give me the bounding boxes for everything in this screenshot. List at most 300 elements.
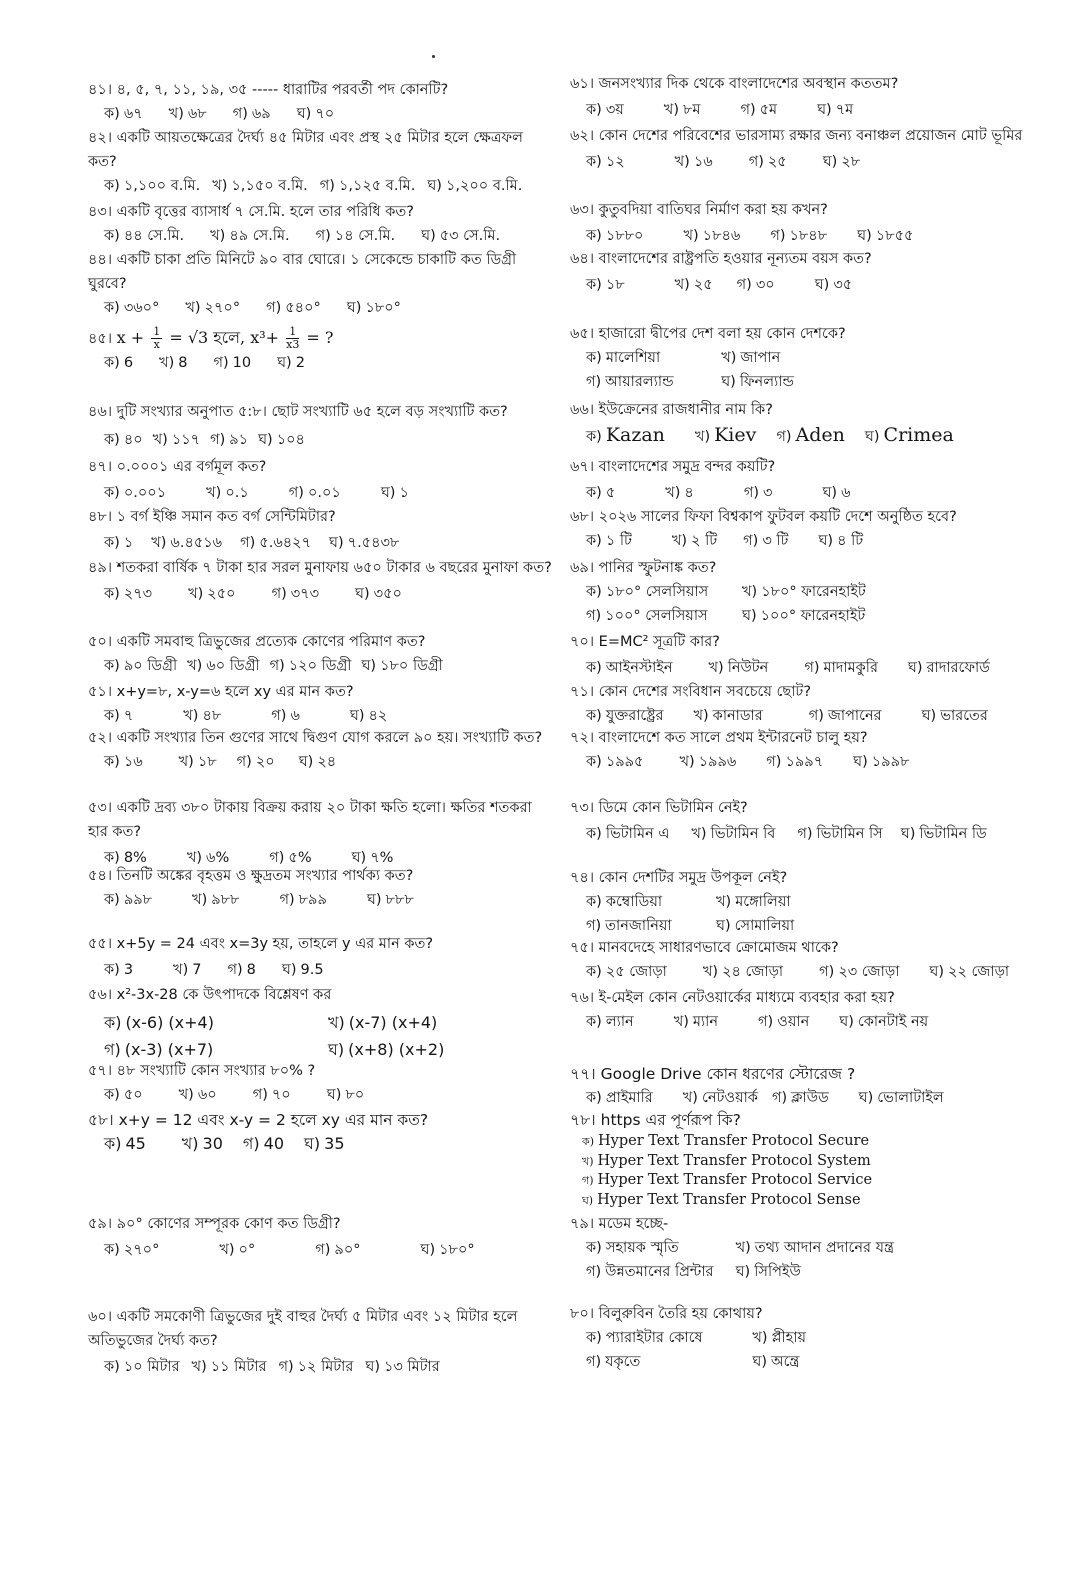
option-ga: গ) Hyper Text Transfer Protocol Service bbox=[582, 1172, 873, 1188]
question-number: ৫৯। bbox=[88, 1216, 113, 1232]
option-gha: ঘ) সোমালিয়া bbox=[716, 918, 795, 934]
question-number: ৫৪। bbox=[88, 868, 113, 884]
options bbox=[570, 656, 1048, 680]
question-46 bbox=[88, 400, 554, 452]
option-kha: খ) ৯৮৮ bbox=[192, 892, 240, 908]
option-kha: খ) জাপান bbox=[721, 350, 781, 366]
option-ka: ক) ৯০ ডিগ্রী bbox=[104, 658, 178, 674]
option-ka: ক) কম্বোডিয়া bbox=[586, 894, 663, 910]
question-number: ৫৮। bbox=[88, 1111, 114, 1129]
option-gha: ঘ) ১ bbox=[380, 485, 409, 501]
question-text: জনসংখ্যার দিক থেকে বাংলাদেশের অবস্থান কততম? bbox=[598, 76, 899, 92]
option-gha: ঘ) ভারতের bbox=[921, 708, 988, 724]
question-65 bbox=[570, 322, 1048, 394]
question-number: ৪৩। bbox=[88, 204, 113, 220]
question-number: ৬৪। bbox=[570, 251, 595, 267]
question-number: ৭৯। bbox=[570, 1216, 595, 1232]
options bbox=[88, 174, 554, 198]
option-kha: খ) ১৮ bbox=[178, 754, 217, 770]
question-64 bbox=[570, 247, 1048, 297]
option-kha: খ) নিউটন bbox=[708, 660, 769, 676]
options bbox=[88, 428, 554, 452]
options bbox=[570, 822, 1048, 846]
question-55 bbox=[88, 932, 554, 982]
question-number: ৬৭। bbox=[570, 459, 595, 475]
question-text: দুটি সংখ্যার অনুপাত ৫:৮। ছোট সংখ্যাটি ৬৫ হলে বড় সংখ্যাটি কত? bbox=[116, 404, 508, 420]
question-text: পানির স্ফুটনাঙ্ক কত? bbox=[598, 560, 717, 576]
option-ga: গ) ১২ মিটার bbox=[278, 1359, 354, 1375]
question-73 bbox=[570, 796, 1048, 846]
option-gha: ঘ) ৮০ bbox=[326, 1087, 365, 1103]
question-text: ১ বর্গ ইঞ্চি সমান কত বর্গ সেন্টিমিটার? bbox=[116, 509, 336, 525]
question-48 bbox=[88, 505, 554, 555]
option-gha: ঘ) ফিনল্যান্ড bbox=[721, 374, 795, 390]
question-59 bbox=[88, 1212, 554, 1262]
options bbox=[570, 1132, 1048, 1210]
question-50 bbox=[88, 630, 554, 678]
options bbox=[88, 750, 554, 774]
question-44 bbox=[88, 248, 554, 320]
option-kha: খ) 30 bbox=[181, 1134, 223, 1153]
option-ga: গ) ১৯৯৭ bbox=[766, 754, 824, 770]
option-gha: ঘ) ৩৫ bbox=[814, 277, 853, 293]
question-text: বাংলাদেশে কত সালে প্রথম ইন্টারনেট চালু হয়? bbox=[598, 730, 868, 746]
option-ka: ক) সহায়ক স্মৃতি bbox=[586, 1240, 679, 1256]
option-ga: গ) ৯১ bbox=[210, 432, 249, 448]
question-text: শতকরা বার্ষিক ৭ টাকা হার সরল মুনাফায় ৬৫০ টাকার ৬ বছরের মুনাফা কত? bbox=[116, 560, 552, 576]
question-57 bbox=[88, 1059, 554, 1107]
question-text: বাংলাদেশের রাষ্ট্রপতি হওয়ার নূন্যতম বয়স কত? bbox=[598, 251, 872, 267]
question-text: x²-3x-28 কে উৎপাদকে বিশ্লেষণ কর bbox=[116, 987, 332, 1003]
option-ga: গ) ক্লাউড bbox=[771, 1090, 829, 1106]
option-ka: ক) ১০ মিটার bbox=[104, 1359, 180, 1375]
options bbox=[570, 580, 886, 628]
option-ka: ক) 45 bbox=[104, 1134, 146, 1153]
option-ka: ক) ৫০ bbox=[104, 1087, 143, 1103]
option-kha: খ) ১,১৫০ ব.মি. bbox=[212, 178, 308, 194]
question-number: ৫৫। bbox=[88, 936, 113, 952]
options bbox=[570, 1086, 1048, 1110]
option-ga: গ) ৮৯৯ bbox=[279, 892, 327, 908]
question-41 bbox=[88, 78, 554, 126]
question-text: বাংলাদেশের সমুদ্র বন্দর কয়টি? bbox=[598, 459, 776, 475]
question-number: ৪৭। bbox=[88, 459, 113, 475]
question-58 bbox=[88, 1108, 554, 1156]
option-gha: ঘ) ৮৮৮ bbox=[366, 892, 414, 908]
question-text: ইউক্রেনের রাজধানীর নাম কি? bbox=[598, 402, 773, 418]
option-ga: গ) ৭০ bbox=[252, 1087, 291, 1103]
question-number: ৪৫। bbox=[88, 331, 113, 347]
option-ga: গ) ৫.৬৪২৭ bbox=[240, 535, 312, 551]
question-66 bbox=[570, 398, 1048, 450]
option-ka: ক) ২৭৩ bbox=[104, 586, 153, 602]
option-kha: খ) ১১৭ bbox=[152, 432, 201, 448]
options bbox=[570, 1236, 926, 1284]
option-gha: ঘ) (x+8) (x+2) bbox=[328, 1040, 445, 1059]
option-ka: ক) ১৮ bbox=[586, 277, 625, 293]
options bbox=[570, 960, 1048, 984]
option-ka: ক) প্রাইমারি bbox=[586, 1090, 653, 1106]
question-text: একটি বৃত্তের ব্যাসার্ধ ৭ সে.মি. হলে তার পরিধি কত? bbox=[116, 204, 414, 220]
question-number: ৬৯। bbox=[570, 560, 595, 576]
option-gha: ঘ) ৭০ bbox=[296, 106, 335, 122]
option-ka: ক) ৯৯৮ bbox=[104, 892, 153, 908]
question-text: E=MC² সূত্রটি কার? bbox=[598, 634, 720, 650]
option-kha: খ) ১৮০° ফারেনহাইট bbox=[742, 584, 866, 600]
option-ka: ক) যুক্তরাষ্ট্রের bbox=[586, 708, 664, 724]
question-number: ৫৬। bbox=[88, 987, 113, 1003]
question-52 bbox=[88, 726, 554, 774]
question-number: ৫৩। bbox=[88, 800, 113, 816]
question-number: ৬৫। bbox=[570, 326, 595, 342]
option-ga: গ) যকৃতে bbox=[586, 1354, 641, 1370]
options bbox=[570, 704, 1048, 728]
option-ka: ক) 8% bbox=[104, 850, 147, 866]
option-gha: ঘ) ভিটামিন ডি bbox=[900, 826, 987, 842]
question-number: ৬০। bbox=[88, 1309, 113, 1325]
option-gha: ঘ) কোনটাই নয় bbox=[839, 1014, 929, 1030]
options bbox=[88, 481, 554, 505]
options bbox=[88, 1238, 554, 1262]
option-ga: গ) জাপানের bbox=[808, 708, 882, 724]
option-gha: ঘ) ১০৪ bbox=[258, 432, 305, 448]
question-number: ৬১। bbox=[570, 76, 595, 92]
option-kha: খ) ২৭০° bbox=[185, 300, 241, 316]
options bbox=[88, 102, 554, 126]
option-kha: খ) ৬% bbox=[186, 850, 230, 866]
option-kha: খ) কানাডার bbox=[693, 708, 763, 724]
option-ga: গ) আয়ারল্যান্ড bbox=[586, 374, 674, 390]
option-kha: খ) ১৬ bbox=[674, 154, 713, 170]
option-gha: ঘ) ১৩ মিটার bbox=[365, 1359, 440, 1375]
option-gha: ঘ) 2 bbox=[277, 355, 305, 371]
option-ka: ক) ১ bbox=[104, 535, 134, 551]
option-ga: গ) ০.০১ bbox=[288, 485, 341, 501]
option-gha: ঘ) ৪২ bbox=[349, 708, 388, 724]
question-56 bbox=[88, 983, 554, 1063]
option-ka: ক) Kazan bbox=[586, 424, 665, 446]
options bbox=[570, 346, 846, 394]
option-ka: ক) ১৯৯৫ bbox=[586, 754, 644, 770]
option-ga: গ) ১৮৪৮ bbox=[770, 228, 828, 244]
fraction: $\frac{1}{x}$ bbox=[153, 325, 161, 351]
option-ga: গ) ৩০ bbox=[736, 277, 775, 293]
option-gha: ঘ) ৩৫০ bbox=[355, 586, 402, 602]
question-number: ৫৭। bbox=[88, 1063, 113, 1079]
option-gha: ঘ) Hyper Text Transfer Protocol Sense bbox=[582, 1191, 861, 1208]
option-ga: গ) ১৪ সে.মি. bbox=[315, 228, 396, 244]
option-kha: খ) Kiev bbox=[694, 424, 757, 446]
question-text: https এর পূর্ণরূপ কি? bbox=[600, 1111, 741, 1129]
option-kha: খ) ১৮৪৬ bbox=[683, 228, 741, 244]
options bbox=[88, 1083, 554, 1107]
option-ka: ক) ১,১০০ ব.মি. bbox=[104, 178, 201, 194]
question-number: ৭৪। bbox=[570, 870, 595, 886]
option-gha: ঘ) ৫৩ সে.মি. bbox=[421, 228, 501, 244]
question-text: একটি সমবাহু ত্রিভুজের প্রত্যেক কোণের পরিমাণ কত? bbox=[116, 634, 426, 650]
options bbox=[570, 890, 836, 938]
option-kha: খ) ৬০ ডিগ্রী bbox=[187, 658, 260, 674]
option-ka: ক) ল্যান bbox=[586, 1014, 634, 1030]
question-79 bbox=[570, 1212, 1048, 1284]
question-80 bbox=[570, 1302, 1048, 1374]
question-72 bbox=[570, 726, 1048, 774]
option-kha: খ) ৬০ bbox=[178, 1087, 217, 1103]
option-kha: খ) (x-7) (x+4) bbox=[328, 1013, 438, 1032]
option-ga: গ) মাদামকুরি bbox=[804, 660, 878, 676]
option-kha: খ) ২৫ bbox=[674, 277, 713, 293]
question-text: ৯০° কোণের সম্পূরক কোণ কত ডিগ্রী? bbox=[116, 1216, 341, 1232]
question-text: ৪, ৫, ৭, ১১, ১৯, ৩৫ ----- ধারাটির পরবর্তী পদ কোনটি? bbox=[116, 82, 449, 98]
option-gha: ঘ) ৭ম bbox=[817, 102, 854, 118]
question-49 bbox=[88, 556, 554, 606]
question-text: x+5y = 24 এবং x=3y হয়, তাহলে y এর মান কত? bbox=[116, 936, 434, 952]
options bbox=[570, 481, 1048, 505]
question-text: ডিমে কোন ভিটামিন নেই? bbox=[598, 800, 748, 816]
options bbox=[570, 98, 1048, 122]
option-ga: গ) ৫% bbox=[269, 850, 312, 866]
options bbox=[88, 531, 554, 555]
option-ga: গ) ৩ bbox=[743, 485, 773, 501]
option-ga: গ) ২০ bbox=[236, 754, 275, 770]
option-ka: ক) মালেশিয়া bbox=[586, 350, 661, 366]
question-text: বিলুরুবিন তৈরি হয় কোথায়? bbox=[598, 1306, 763, 1322]
options bbox=[570, 1326, 906, 1374]
option-kha: খ) মঙ্গোলিয়া bbox=[716, 894, 791, 910]
option-ka: ক) ১৮৮০ bbox=[586, 228, 644, 244]
question-text: একটি সমকোণী ত্রিভুজের দুই বাহুর দৈর্ঘ্য ৫ মিটার এবং ১২ মিটার হলে অতিভুজের দৈর্ঘ্য কত? bbox=[88, 1309, 518, 1349]
equation: x + $\frac{1}{x}$ = √3 হলে, x³+ $\frac{1}{x3}$ = ? bbox=[116, 325, 334, 351]
option-gha: ঘ) 35 bbox=[304, 1134, 345, 1153]
option-ga: গ) ২৩ জোড়া bbox=[819, 964, 900, 980]
option-gha: ঘ) ভোলাটাইল bbox=[858, 1090, 944, 1106]
option-gha: ঘ) সিপিইউ bbox=[735, 1264, 801, 1280]
question-text: কোন দেশের সংবিধান সবচেয়ে ছোট? bbox=[598, 684, 812, 700]
question-number: ৭১। bbox=[570, 684, 595, 700]
option-gha: ঘ) ১,২০০ ব.মি. bbox=[427, 178, 523, 194]
option-gha: ঘ) ১৮০ ডিগ্রী bbox=[361, 658, 443, 674]
option-gha: ঘ) ১৮০° bbox=[420, 1242, 475, 1258]
option-kha: খ) প্লীহায় bbox=[752, 1330, 806, 1346]
question-54 bbox=[88, 864, 554, 912]
options bbox=[88, 224, 554, 248]
option-ka: ক) ১ টি bbox=[586, 533, 632, 549]
question-text: Google Drive কোন ধরণের স্টোরেজ ? bbox=[600, 1065, 856, 1083]
option-ga: গ) ৫৪০° bbox=[266, 300, 321, 316]
question-number: ৭৫। bbox=[570, 940, 595, 956]
option-gha: ঘ) অন্ত্রে bbox=[752, 1354, 800, 1370]
question-51 bbox=[88, 680, 554, 728]
question-61 bbox=[570, 72, 1048, 122]
option-ga: গ) 40 bbox=[242, 1134, 284, 1153]
question-text: কুতুবদিয়া বাতিঘর নির্মাণ করা হয় কখন? bbox=[598, 202, 828, 218]
question-number: ৭৬। bbox=[570, 990, 595, 1006]
option-kha: খ) ৬৮ bbox=[168, 106, 207, 122]
options bbox=[88, 704, 554, 728]
option-kha: খ) ২৪ জোড়া bbox=[702, 964, 784, 980]
options bbox=[570, 422, 1048, 450]
option-gha: ঘ) ১৮৫৫ bbox=[857, 228, 914, 244]
option-ga: গ) তানজানিয়া bbox=[586, 918, 672, 934]
option-ga: গ) ১২০ ডিগ্রী bbox=[269, 658, 352, 674]
question-text: হাজারো দ্বীপের দেশ বলা হয় কোন দেশকে? bbox=[598, 326, 846, 342]
question-number: ৫০। bbox=[88, 634, 113, 650]
option-kha: খ) ৪৯ সে.মি. bbox=[210, 228, 290, 244]
question-text: মানবদেহে সাধারণভাবে ক্রোমোজম থাকে? bbox=[598, 940, 839, 956]
option-gha: ঘ) ১৯৯৮ bbox=[853, 754, 910, 770]
option-ka: ক) ৩য় bbox=[586, 102, 624, 118]
question-45 bbox=[88, 326, 554, 375]
option-kha: খ) ২ টি bbox=[671, 533, 718, 549]
option-ka: ক) 6 bbox=[104, 355, 134, 371]
options bbox=[570, 273, 1048, 297]
question-47 bbox=[88, 455, 554, 505]
question-text: একটি আয়তক্ষেত্রের দৈর্ঘ্য ৪৫ মিটার এবং প্রস্থ ২৫ মিটার হলে ক্ষেত্রফল কত? bbox=[88, 130, 523, 170]
question-74 bbox=[570, 866, 1048, 938]
option-ga: গ) 8 bbox=[227, 962, 256, 978]
option-gha: ঘ) রাদারফোর্ড bbox=[907, 660, 990, 676]
option-kha: খ) ৮ম bbox=[663, 102, 701, 118]
question-text: ২০২৬ সালের ফিফা বিশ্বকাপ ফুটবল কয়টি দেশে অনুষ্ঠিত হবে? bbox=[598, 509, 957, 525]
question-text: তিনটি অঙ্কের বৃহত্তম ও ক্ষুদ্রতম সংখ্যার পার্থক্য কত? bbox=[116, 868, 414, 884]
scan-speck bbox=[432, 55, 435, 58]
option-ka: ক) ৪০ bbox=[104, 432, 143, 448]
option-ga: গ) ৫ম bbox=[740, 102, 778, 118]
question-70 bbox=[570, 630, 1048, 680]
options bbox=[88, 1355, 554, 1379]
question-62 bbox=[570, 124, 1048, 174]
question-number: ৬৮। bbox=[570, 509, 595, 525]
question-77 bbox=[570, 1062, 1048, 1110]
question-63 bbox=[570, 198, 1048, 248]
option-kha: খ) 7 bbox=[173, 962, 202, 978]
option-ka: ক) ৬৭ bbox=[104, 106, 143, 122]
question-number: ৭৮। bbox=[570, 1111, 596, 1129]
question-number: ৪৯। bbox=[88, 560, 113, 576]
option-gha: ঘ) 9.5 bbox=[281, 962, 324, 978]
option-kha: খ) 8 bbox=[159, 355, 188, 371]
option-kha: খ) ১৯৯৬ bbox=[679, 754, 737, 770]
option-ga: গ) ৩৭৩ bbox=[271, 586, 320, 602]
option-gha: ঘ) ৭% bbox=[351, 850, 394, 866]
option-kha: খ) ০° bbox=[219, 1242, 256, 1258]
option-kha: খ) তথ্য আদান প্রদানের যন্ত্র bbox=[735, 1240, 894, 1256]
question-number: ৭২। bbox=[570, 730, 595, 746]
question-78 bbox=[570, 1108, 1048, 1210]
options bbox=[88, 1009, 554, 1063]
options bbox=[88, 888, 554, 912]
question-42 bbox=[88, 126, 554, 198]
question-number: ৫১। bbox=[88, 684, 113, 700]
question-69 bbox=[570, 556, 1048, 628]
option-ka: ক) ০.০০১ bbox=[104, 485, 167, 501]
option-kha: খ) ম্যান bbox=[673, 1014, 718, 1030]
option-ka: ক) ৪৪ সে.মি. bbox=[104, 228, 185, 244]
option-ga: গ) ৩ টি bbox=[743, 533, 789, 549]
option-ka: ক) ২৭০° bbox=[104, 1242, 160, 1258]
option-ga: গ) ১০০° সেলসিয়াস bbox=[586, 608, 708, 624]
option-gha: ঘ) ৬ bbox=[822, 485, 851, 501]
option-kha: খ) ৪ bbox=[665, 485, 694, 501]
question-53 bbox=[88, 796, 554, 870]
question-number: ৭৭। bbox=[570, 1065, 596, 1083]
option-ka: ক) আইনস্টাইন bbox=[586, 660, 673, 676]
option-gha: ঘ) ২২ জোড়া bbox=[929, 964, 1010, 980]
option-ka: ক) ১২ bbox=[586, 154, 625, 170]
options bbox=[570, 1010, 1048, 1034]
fraction: $\frac{1}{x3}$ bbox=[286, 325, 300, 351]
option-kha: খ) নেটওয়ার্ক bbox=[682, 1090, 758, 1106]
options bbox=[88, 654, 554, 678]
question-number: ৬৬। bbox=[570, 402, 595, 418]
question-number: ৪২। bbox=[88, 130, 113, 146]
question-number: ৭৩। bbox=[570, 800, 595, 816]
option-ga: গ) ৬ bbox=[271, 708, 300, 724]
option-ga: গ) ওয়ান bbox=[758, 1014, 810, 1030]
question-text: মডেম হচ্ছে- bbox=[598, 1216, 669, 1232]
question-text: x+y=৮, x-y=৬ হলে xy এর মান কত? bbox=[116, 684, 354, 700]
option-ga: গ) ১,১২৫ ব.মি. bbox=[319, 178, 416, 194]
options bbox=[570, 224, 1048, 248]
option-ka: ক) (x-6) (x+4) bbox=[104, 1013, 214, 1032]
option-ka: ক) ২৫ জোড়া bbox=[586, 964, 667, 980]
options bbox=[88, 296, 554, 320]
question-number: ৪৬। bbox=[88, 404, 113, 420]
question-71 bbox=[570, 680, 1048, 728]
option-kha: খ) ৪৮ bbox=[183, 708, 222, 724]
question-68 bbox=[570, 505, 1048, 553]
option-ka: ক) ভিটামিন এ bbox=[586, 826, 670, 842]
option-ga: গ) (x-3) (x+7) bbox=[104, 1040, 214, 1059]
option-ka: ক) 3 bbox=[104, 962, 134, 978]
options bbox=[88, 958, 554, 982]
options bbox=[88, 582, 554, 606]
option-gha: ঘ) ২৮ bbox=[822, 154, 861, 170]
question-60 bbox=[88, 1305, 554, 1379]
question-number: ৪১। bbox=[88, 82, 113, 98]
option-ka: ক) ৫ bbox=[586, 485, 616, 501]
option-kha: খ) ০.১ bbox=[206, 485, 249, 501]
options bbox=[570, 750, 1048, 774]
option-kha: খ) Hyper Text Transfer Protocol System bbox=[582, 1152, 871, 1169]
option-ka: ক) ৩৬০° bbox=[104, 300, 160, 316]
question-number: ৪৪। bbox=[88, 252, 113, 268]
option-ka: ক) ১৮০° সেলসিয়াস bbox=[586, 584, 709, 600]
question-75 bbox=[570, 936, 1048, 984]
option-kha: খ) ১১ মিটার bbox=[191, 1359, 267, 1375]
option-ka: ক) Hyper Text Transfer Protocol Secure bbox=[582, 1133, 870, 1149]
option-gha: ঘ) ১৮০° bbox=[346, 300, 401, 316]
option-kha: খ) ২৫০ bbox=[188, 586, 236, 602]
question-number: ৮০। bbox=[570, 1306, 595, 1322]
option-ga: গ) ৬৯ bbox=[232, 106, 271, 122]
option-ka: ক) প্যারাইটার কোষে bbox=[586, 1330, 703, 1346]
option-gha: ঘ) ৪ টি bbox=[818, 533, 864, 549]
question-text: ০.০০০১ এর বর্গমূল কত? bbox=[116, 459, 267, 475]
option-ga: গ) ভিটামিন সি bbox=[797, 826, 883, 842]
option-gha: ঘ) ২৪ bbox=[298, 754, 337, 770]
question-number: ৬২। bbox=[570, 128, 595, 144]
option-ga: গ) ২৫ bbox=[748, 154, 787, 170]
question-text: একটি চাকা প্রতি মিনিটে ৯০ বার ঘোরে। ১ সেকেন্ডে চাকাটি কত ডিগ্রী ঘুরবে? bbox=[88, 252, 517, 292]
option-ka: ক) ১৬ bbox=[104, 754, 143, 770]
question-text: একটি সংখ্যার তিন গুণের সাথে দ্বিগুণ যোগ করলে ৯০ হয়। সংখ্যাটি কত? bbox=[116, 730, 543, 746]
option-gha: ঘ) ৭.৫৪৩৮ bbox=[329, 535, 400, 551]
options bbox=[570, 150, 1048, 174]
option-ga: গ) ৯০° bbox=[315, 1242, 361, 1258]
option-gha: ঘ) Crimea bbox=[864, 424, 954, 446]
option-ga: গ) উন্নতমানের প্রিন্টার bbox=[586, 1264, 714, 1280]
